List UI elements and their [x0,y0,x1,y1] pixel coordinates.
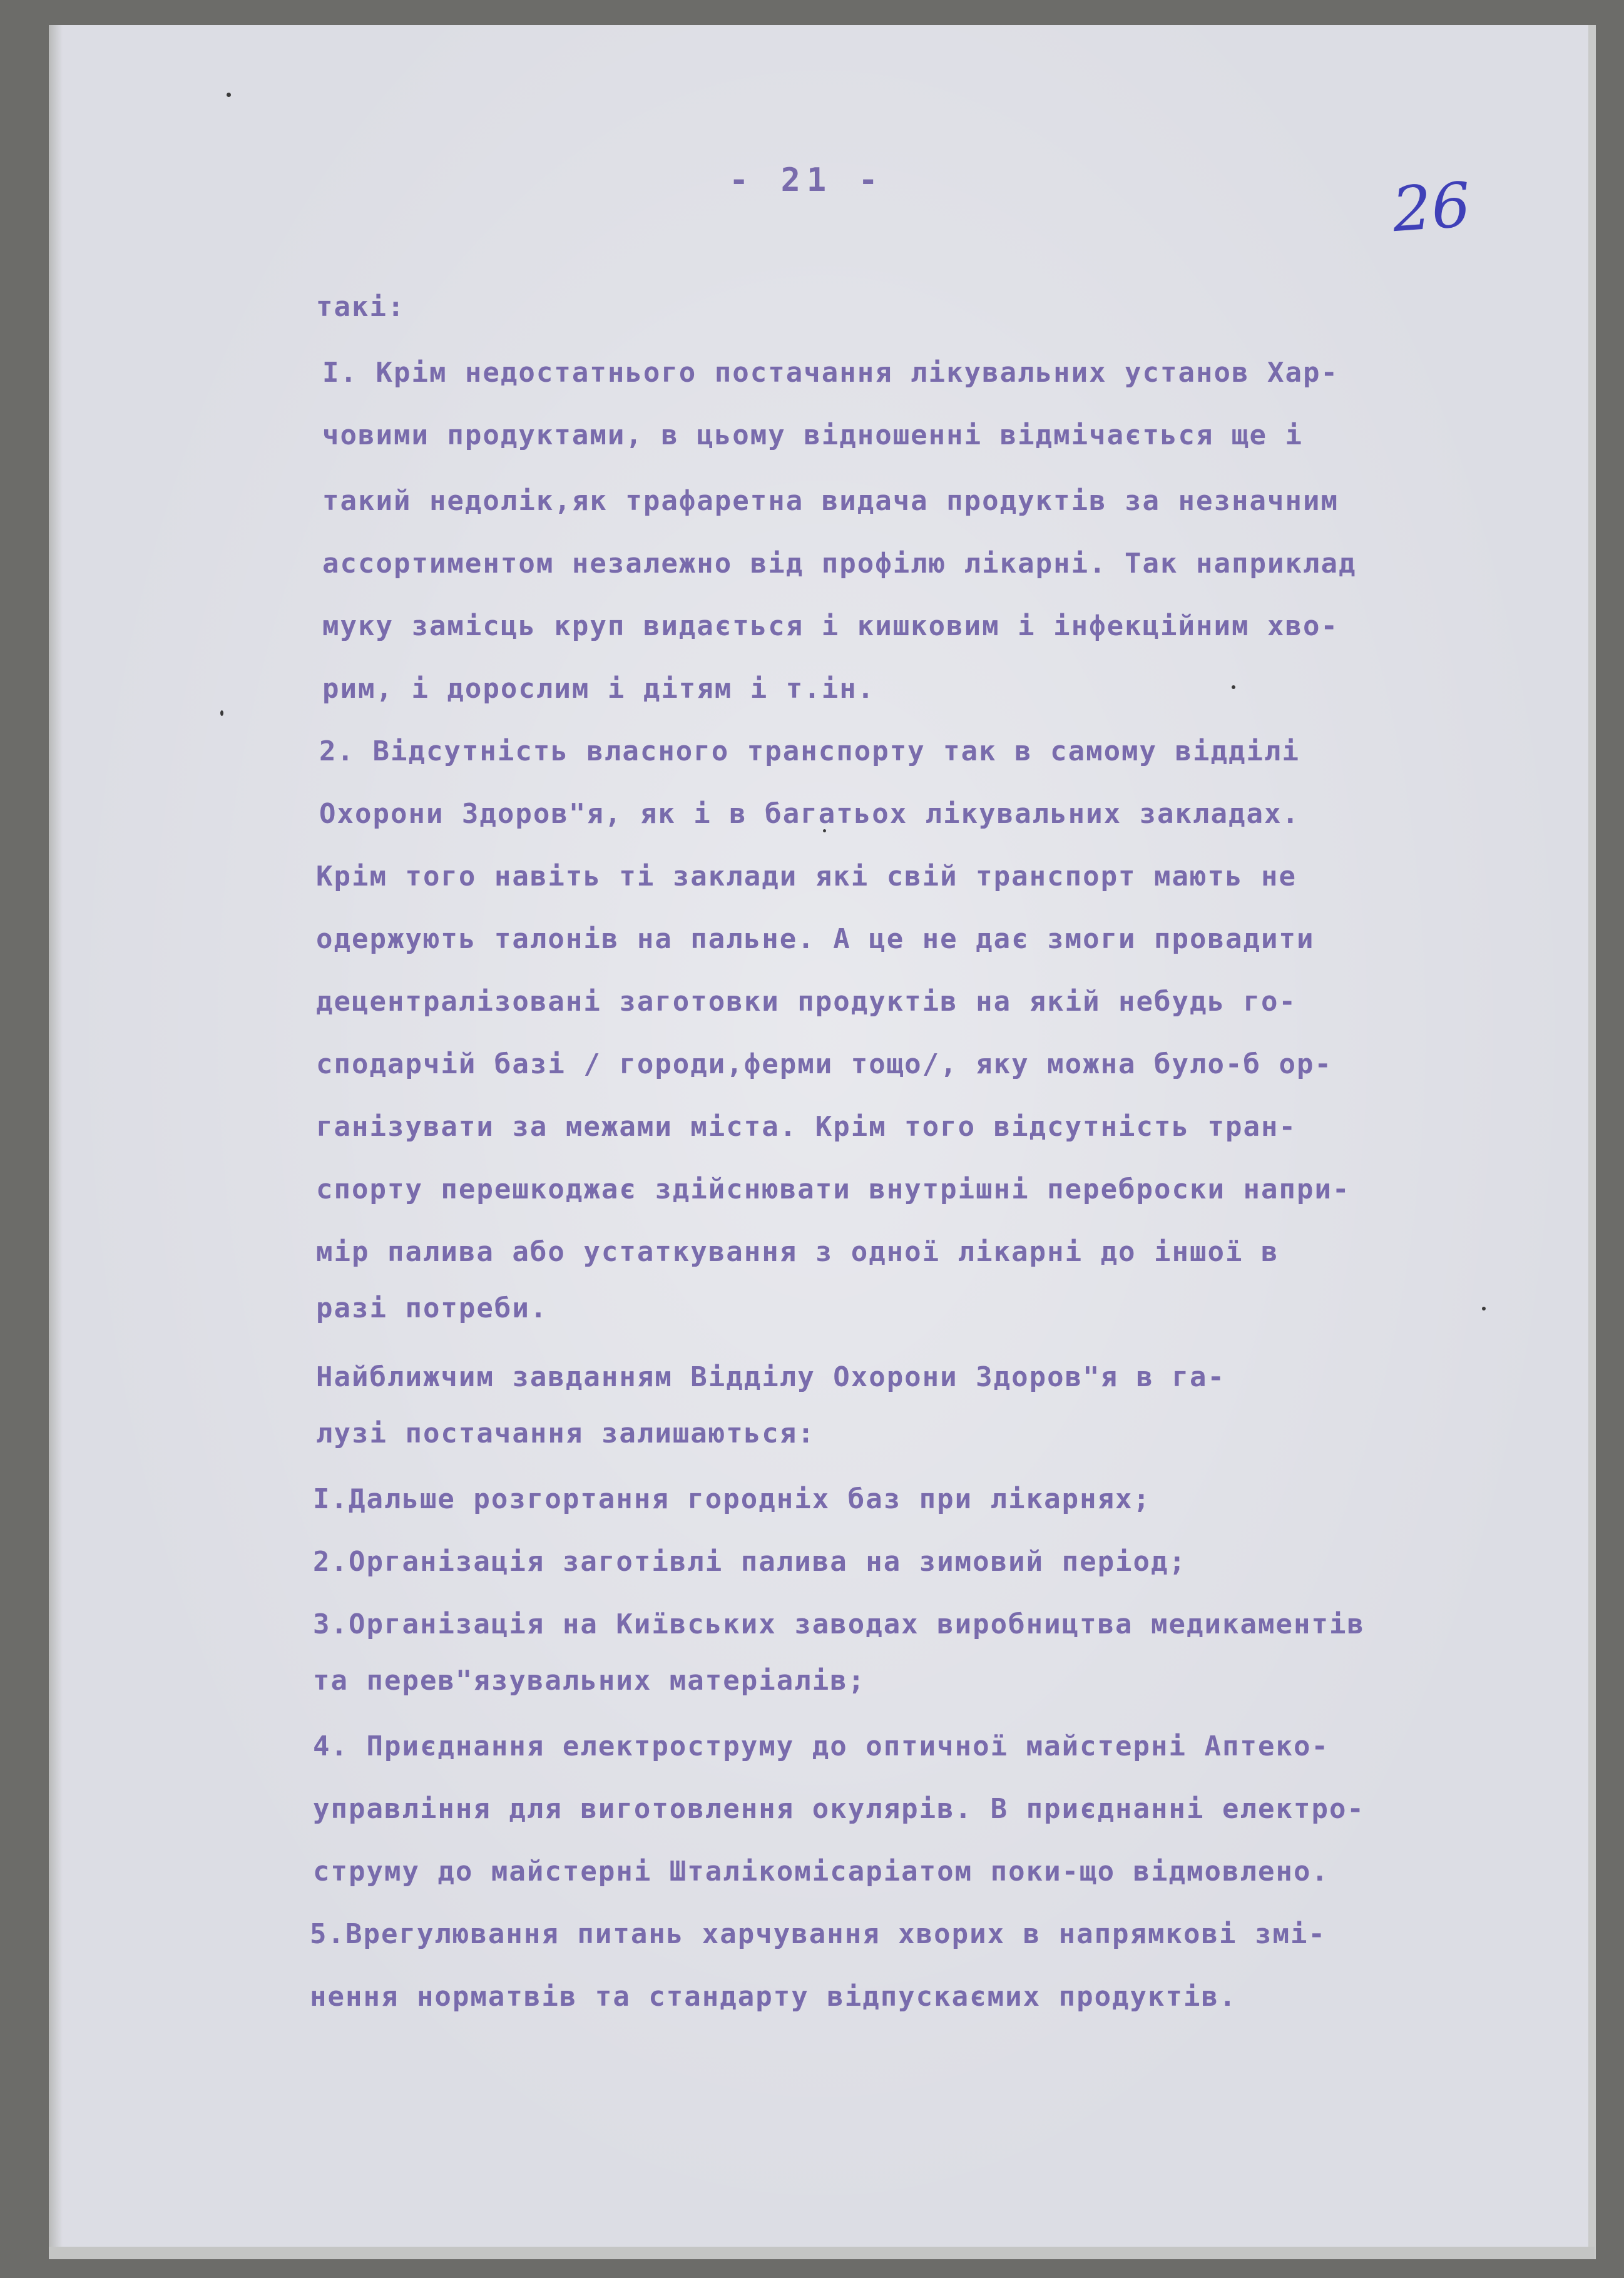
paper-speck [227,93,231,97]
text-line: рим, і дорослим і дітям і т.ін. [322,673,876,705]
text-line: лузі постачання залишаються: [316,1417,815,1449]
text-line: управління для виготовлення окулярів. В приєднанні електро- [313,1793,1365,1825]
text-line: ассортиментом незалежно від профілю лікарні. Так наприклад [322,548,1357,580]
text-line: одержують талонів на пальне. А це не дає змоги провадити [316,923,1315,955]
page-edge-right [1588,25,1596,2259]
text-line: такий недолік,як трафаретна видача продуктів за незначним [322,485,1339,517]
text-line: та перев"язувальних матеріалів; [313,1665,866,1697]
text-line: Охорони Здоров"я, як і в багатьох лікувальних закладах. [319,798,1300,830]
page-edge-bottom [49,2247,1595,2259]
text-line: такі: [316,291,406,323]
text-line: 5.Врегулювання питань харчування хворих в напрямкові змі- [310,1918,1326,1950]
text-line: I. Крім недостатнього постачання лікувальних установ Хар- [322,357,1339,389]
text-line: I.Дальше розгортання городніх баз при лікарнях; [313,1483,1152,1515]
text-line: 4. Приєднання електроструму до оптичної майстерні Аптеко- [313,1730,1329,1762]
paper-speck [1232,685,1235,689]
text-line: мір палива або устаткування з одної лікарні до іншої в [316,1236,1279,1268]
text-line: струму до майстерні Шталікомісаріатом поки-що відмовлено. [313,1856,1329,1887]
text-line: сподарчій базі / городи,ферми тощо/, яку можна було-б ор- [316,1048,1332,1080]
text-line: муку замісць круп видається і кишковим і інфекційним хво- [322,610,1339,642]
text-line: 3.Організація на Київських заводах виробництва медикаментів [313,1608,1365,1640]
paper-speck [220,710,223,716]
text-line: нення норматвів та стандарту відпускаємих продуктів. [310,1981,1237,2013]
page-edge-left [49,25,63,2259]
text-line: спорту перешкоджає здійснювати внутрішні переброски напри- [316,1173,1351,1205]
archive-page-number: 26 [1390,169,1473,247]
text-line: Крім того навіть ті заклади які свій транспорт мають не [316,861,1297,892]
page-number: - 21 - [729,161,884,199]
text-line: ганізувати за межами міста. Крім того відсутність тран- [316,1111,1297,1143]
text-line: човими продуктами, в цьому відношенні відмічається ще і [322,419,1303,451]
text-line: децентралізовані заготовки продуктів на якій небудь го- [316,986,1297,1018]
text-line: 2.Організація заготівлі палива на зимовий період; [313,1546,1187,1578]
text-line: 2. Відсутність власного транспорту так в самому відділі [319,735,1300,767]
paper-speck [1482,1307,1486,1310]
text-line: Найближчим завданням Відділу Охорони Здоров"я в га- [316,1361,1226,1393]
text-line: разі потреби. [316,1292,548,1324]
